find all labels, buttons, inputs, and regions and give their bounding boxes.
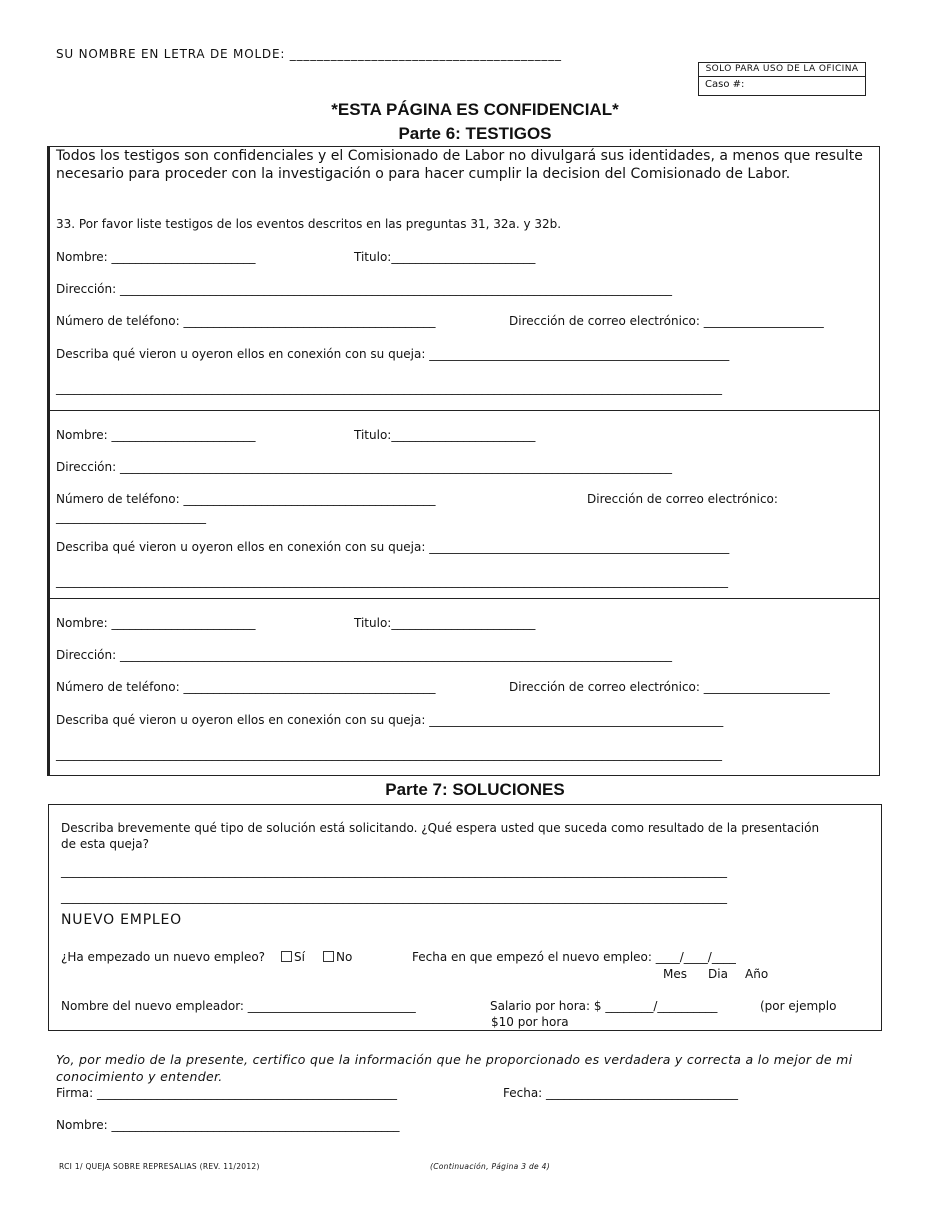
witness1-address-field[interactable]: Dirección: ____________________________________________________________________________________________: [56, 282, 672, 296]
witness1-description-line[interactable]: _______________________________________________________________________________________________________________: [56, 381, 722, 395]
witnesses-question: 33. Por favor liste testigos de los eventos descritos en las preguntas 31, 32a. y 32b.: [56, 217, 562, 231]
witness2-title-field[interactable]: Titulo:________________________: [354, 428, 536, 442]
witness2-address-field[interactable]: Dirección: ____________________________________________________________________________________________: [56, 460, 672, 474]
witness-divider-2: [47, 598, 880, 599]
page-continuation-footer: (Continuación, Página 3 de 4): [430, 1162, 550, 1171]
new-job-start-date-field[interactable]: Fecha en que empezó el nuevo empleo: ____/____/____: [412, 950, 736, 964]
witness3-description-field[interactable]: Describa qué vieron u oyeron ellos en conexión con su queja: _________________________________________________: [56, 713, 724, 727]
solutions-question-line1: Describa brevemente qué tipo de solución está solicitando. ¿Qué espera usted que suceda como resultado de la presentación: [61, 821, 820, 835]
witness-divider-1: [47, 410, 880, 411]
solutions-answer-line2[interactable]: _______________________________________________________________________________________________________________: [61, 890, 727, 904]
witness1-description-field[interactable]: Describa qué vieron u oyeron ellos en conexión con su queja: __________________________________________________: [56, 347, 730, 361]
witnesses-intro-text: Todos los testigos son confidenciales y el Comisionado de Labor no divulgará sus identidades, a menos que resulte necesario para proceder con la investigación o para hacer cumplir la decision del Comisionado de Labor.: [56, 148, 863, 182]
no-checkbox[interactable]: [323, 951, 334, 962]
witness2-phone-field[interactable]: Número de teléfono: __________________________________________: [56, 492, 436, 506]
confidential-title: *ESTA PÁGINA ES CONFIDENCIAL*: [331, 100, 619, 119]
witness1-name-field[interactable]: Nombre: ________________________: [56, 250, 256, 264]
yes-label: Sí: [294, 950, 305, 964]
no-label: No: [336, 950, 353, 964]
part6-title: Parte 6: TESTIGOS: [398, 124, 552, 143]
part7-title: Parte 7: SOLUCIONES: [385, 780, 565, 799]
new-employer-field[interactable]: Nombre del nuevo empleador: ____________________________: [61, 999, 416, 1013]
new-job-yes-option[interactable]: [281, 950, 305, 964]
yes-checkbox[interactable]: [281, 951, 292, 962]
witness2-name-field[interactable]: Nombre: ________________________: [56, 428, 256, 442]
witness1-title-field[interactable]: Titulo:________________________: [354, 250, 536, 264]
signature-field[interactable]: Firma: __________________________________________________: [56, 1086, 397, 1100]
date-month-label: Mes: [663, 967, 687, 981]
new-job-no-option[interactable]: [323, 950, 352, 964]
witness1-phone-field[interactable]: Número de teléfono: __________________________________________: [56, 314, 436, 328]
certification-text-line1: Yo, por medio de la presente, certifico que la información que he proporcionado es verdadera y correcta a lo mejor de mi: [56, 1052, 853, 1067]
date-field[interactable]: Fecha: ________________________________: [503, 1086, 739, 1100]
certification-text-line2: conocimiento y entender.: [56, 1069, 223, 1084]
witness3-address-field[interactable]: Dirección: ____________________________________________________________________________________________: [56, 648, 672, 662]
new-job-question: ¿Ha empezado un nuevo empleo?: [61, 950, 266, 964]
name-field-label[interactable]: SU NOMBRE EN LETRA DE MOLDE: ________________________________________: [56, 47, 562, 61]
office-use-title: SOLO PARA USO DE LA OFICINA: [699, 63, 865, 77]
witness3-email-field[interactable]: Dirección de correo electrónico: _____________________: [509, 680, 830, 694]
hourly-wage-field[interactable]: Salario por hora: $ ________/__________: [490, 999, 718, 1013]
date-day-label: Dia: [708, 967, 728, 981]
form-id-footer: RCI 1/ QUEJA SOBRE REPRESALIAS (REV. 11/2012): [59, 1162, 260, 1171]
new-job-heading: NUEVO EMPLEO: [61, 912, 182, 928]
wage-example-text-2: $10 por hora: [491, 1015, 569, 1029]
date-year-label: Año: [745, 967, 769, 981]
witness2-email-label: Dirección de correo electrónico:: [587, 492, 778, 506]
case-number-field[interactable]: Caso #:: [705, 79, 745, 90]
witness2-description-line[interactable]: ________________________________________________________________________________________________________________: [56, 574, 728, 588]
solutions-answer-line1[interactable]: _______________________________________________________________________________________________________________: [61, 864, 727, 878]
office-use-box: [698, 62, 866, 96]
witness3-title-field[interactable]: Titulo:________________________: [354, 616, 536, 630]
witness1-email-field[interactable]: Dirección de correo electrónico: ____________________: [509, 314, 824, 328]
witness2-description-field[interactable]: Describa qué vieron u oyeron ellos en conexión con su queja: __________________________________________________: [56, 540, 730, 554]
witness3-name-field[interactable]: Nombre: ________________________: [56, 616, 256, 630]
witness3-description-line[interactable]: _______________________________________________________________________________________________________________: [56, 747, 722, 761]
witness2-email-field[interactable]: _________________________: [56, 510, 206, 524]
printed-name-field[interactable]: Nombre: ________________________________________________: [56, 1118, 400, 1132]
wage-example-text: (por ejemplo: [760, 999, 837, 1013]
witness3-phone-field[interactable]: Número de teléfono: __________________________________________: [56, 680, 436, 694]
solutions-question-line2: de esta queja?: [61, 837, 149, 851]
